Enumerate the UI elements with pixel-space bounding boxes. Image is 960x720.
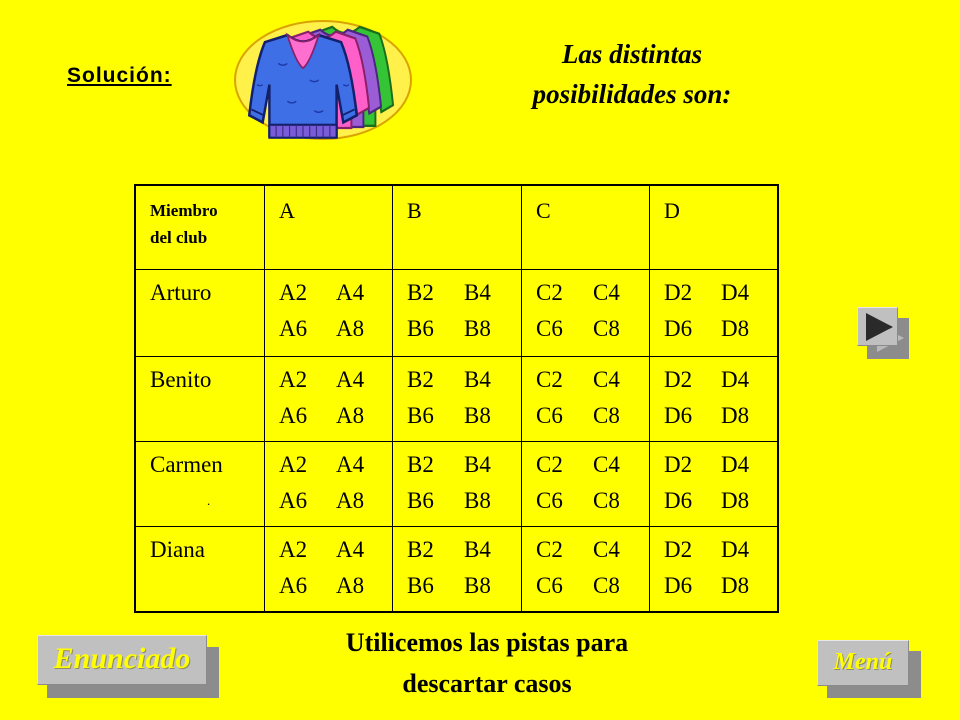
option-cell (265, 527, 393, 611)
option-cell (265, 442, 393, 527)
option-code: A4 (336, 280, 365, 305)
member-name: Diana (150, 537, 205, 562)
option-code: B6 (407, 488, 434, 513)
option-code: A2 (279, 367, 308, 392)
statement-button[interactable] (37, 635, 219, 698)
option-code: D4 (721, 537, 750, 562)
option-code: D2 (664, 280, 693, 305)
page-title-line: Las distintas (561, 39, 703, 69)
option-line (536, 275, 649, 311)
option-code: D4 (721, 452, 750, 477)
option-cell (522, 357, 650, 442)
option-code: C6 (536, 403, 563, 428)
option-code: A6 (279, 316, 308, 341)
option-line (664, 447, 777, 483)
option-cell (650, 270, 777, 357)
header-member-label: del club (150, 228, 208, 247)
option-line (407, 447, 521, 483)
option-cell (265, 270, 393, 357)
option-code: B8 (464, 316, 491, 341)
column-label: B (407, 198, 422, 223)
option-code: C4 (593, 367, 620, 392)
option-code: A2 (279, 280, 308, 305)
option-code: B8 (464, 403, 491, 428)
option-line (536, 447, 649, 483)
menu-button-label[interactable]: Menú (817, 640, 909, 686)
header-member-label: Miembro (150, 201, 218, 220)
option-code: D6 (664, 316, 693, 341)
option-code: C2 (536, 367, 563, 392)
option-code: C6 (536, 488, 563, 513)
footer-hint-line: Utilicemos las pistas para (345, 628, 629, 657)
option-code: B2 (407, 537, 434, 562)
option-code: B6 (407, 316, 434, 341)
menu-button[interactable] (817, 640, 921, 698)
option-line (279, 398, 392, 434)
option-line (407, 275, 521, 311)
option-cell (650, 527, 777, 611)
option-line (536, 483, 649, 519)
option-line (536, 311, 649, 347)
option-code: D2 (664, 452, 693, 477)
option-code: B6 (407, 403, 434, 428)
option-line (279, 447, 392, 483)
option-line (536, 362, 649, 398)
option-code: C6 (536, 316, 563, 341)
option-cell (650, 442, 777, 527)
option-cell (650, 357, 777, 442)
option-code: C2 (536, 452, 563, 477)
option-code: B2 (407, 280, 434, 305)
option-code: D6 (664, 488, 693, 513)
option-line (279, 568, 392, 604)
option-cell (393, 357, 522, 442)
next-button-face[interactable] (857, 307, 898, 346)
option-code: D6 (664, 573, 693, 598)
option-line (664, 362, 777, 398)
option-line (279, 362, 392, 398)
option-cell (393, 527, 522, 611)
option-code: A8 (336, 573, 365, 598)
member-name: Benito (150, 367, 212, 392)
option-code: C4 (593, 452, 620, 477)
option-code: A8 (336, 488, 365, 513)
option-code: D4 (721, 280, 750, 305)
solution-label: Solución: (67, 64, 172, 87)
option-line (279, 483, 392, 519)
option-code: D2 (664, 367, 693, 392)
option-code: B6 (407, 573, 434, 598)
option-code: B8 (464, 488, 491, 513)
option-cell (265, 357, 393, 442)
header-cell-column (393, 186, 522, 270)
option-code: A8 (336, 316, 365, 341)
option-code: C8 (593, 488, 620, 513)
member-cell (136, 442, 265, 527)
column-label: D (664, 198, 680, 223)
option-code: A2 (279, 452, 308, 477)
play-arrow-icon (866, 313, 893, 341)
option-code: C4 (593, 280, 620, 305)
option-code: C8 (593, 573, 620, 598)
footer-hint (272, 622, 702, 704)
column-label: A (279, 198, 295, 223)
member-cell (136, 270, 265, 357)
option-code: B4 (464, 367, 491, 392)
option-line (664, 311, 777, 347)
header-cell-column (265, 186, 393, 270)
option-code: A4 (336, 367, 365, 392)
option-line (536, 568, 649, 604)
option-code: A6 (279, 488, 308, 513)
option-line (279, 532, 392, 568)
option-line (407, 532, 521, 568)
option-line (279, 311, 392, 347)
option-code: C8 (593, 316, 620, 341)
option-line (664, 275, 777, 311)
member-cell (136, 357, 265, 442)
option-code: D8 (721, 488, 750, 513)
page-title-line: posibilidades son: (532, 79, 732, 109)
option-code: C8 (593, 403, 620, 428)
member-note: . (207, 493, 211, 508)
footer-hint-line: descartar casos (402, 669, 572, 698)
option-line (407, 483, 521, 519)
option-cell (522, 527, 650, 611)
option-line (536, 398, 649, 434)
option-line (407, 568, 521, 604)
option-line (664, 532, 777, 568)
option-code: A2 (279, 537, 308, 562)
option-code: B4 (464, 452, 491, 477)
option-code: D8 (721, 316, 750, 341)
header-cell-column (522, 186, 650, 270)
option-cell (393, 442, 522, 527)
option-cell (522, 270, 650, 357)
statement-button-label[interactable]: Enunciado (37, 635, 207, 685)
option-line (664, 398, 777, 434)
option-line (279, 275, 392, 311)
option-code: A6 (279, 403, 308, 428)
member-cell (136, 527, 265, 611)
header-cell-member (136, 186, 265, 270)
option-code: C2 (536, 280, 563, 305)
member-name: Arturo (150, 280, 212, 305)
option-code: D8 (721, 403, 750, 428)
option-cell (522, 442, 650, 527)
option-line (664, 483, 777, 519)
option-line (664, 568, 777, 604)
header-cell-column (650, 186, 777, 270)
option-code: B4 (464, 537, 491, 562)
option-code: D8 (721, 573, 750, 598)
next-button[interactable] (857, 307, 909, 359)
option-code: A8 (336, 403, 365, 428)
options-table (134, 184, 779, 613)
option-line (407, 311, 521, 347)
option-code: C4 (593, 537, 620, 562)
option-code: D4 (721, 367, 750, 392)
option-code: B4 (464, 280, 491, 305)
option-code: A4 (336, 452, 365, 477)
option-code: B2 (407, 452, 434, 477)
sweater-icon (225, 14, 415, 149)
member-name: Carmen (150, 452, 223, 477)
option-code: B8 (464, 573, 491, 598)
option-code: D6 (664, 403, 693, 428)
option-code: A6 (279, 573, 308, 598)
option-line (407, 398, 521, 434)
option-code: A4 (336, 537, 365, 562)
option-line (536, 532, 649, 568)
option-cell (393, 270, 522, 357)
option-code: D2 (664, 537, 693, 562)
option-code: B2 (407, 367, 434, 392)
option-line (407, 362, 521, 398)
option-code: C6 (536, 573, 563, 598)
column-label: C (536, 198, 551, 223)
option-code: C2 (536, 537, 563, 562)
page-title (470, 34, 794, 114)
